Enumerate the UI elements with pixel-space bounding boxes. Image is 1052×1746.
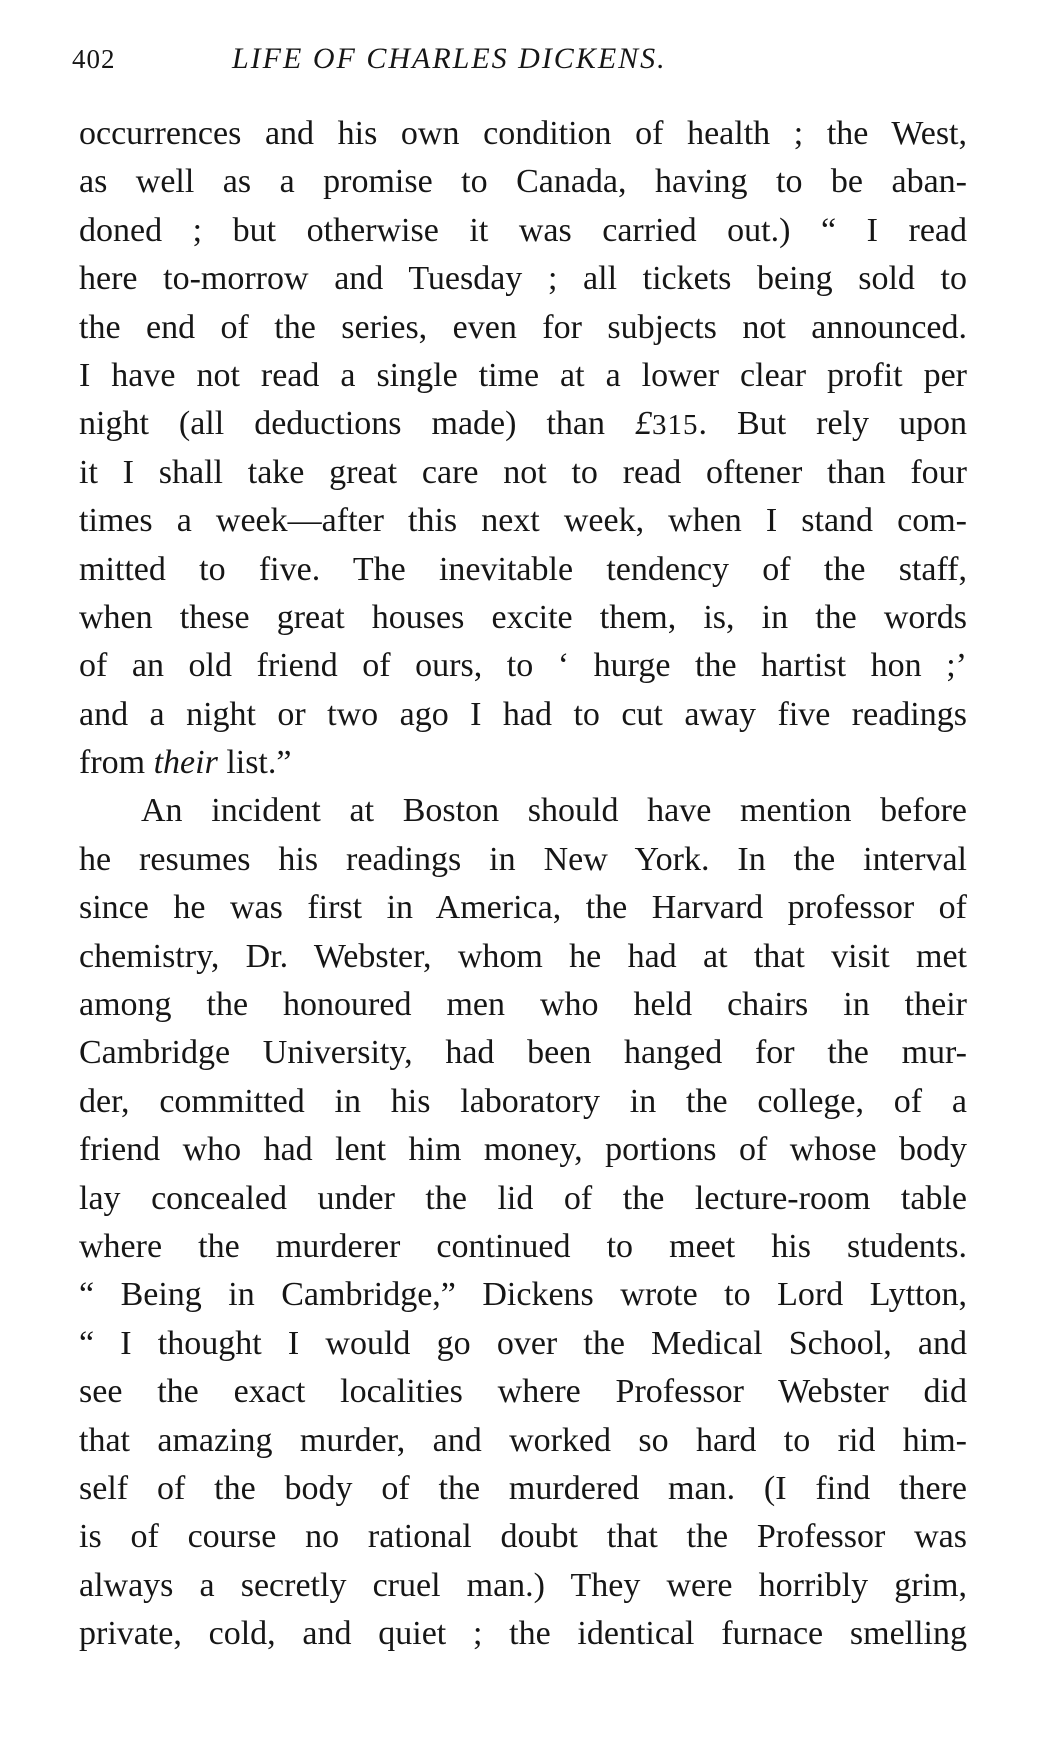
text-line: it I shall take great care not to read oftener than four [79,453,967,491]
text-line: “ I thought I would go over the Medical School, and [79,1324,967,1362]
text-line: doned ; but otherwise it was carried out.) “ I read [79,211,967,249]
text-line: among the honoured men who held chairs in their [79,986,967,1024]
text-line: when these great houses excite them, is, in the words [79,598,967,636]
text-line: mitted to five. The inevitable tendency of the staff, [79,550,967,588]
text-fragment: from [79,744,154,782]
text-line: An incident at Boston should have mention before [141,792,967,830]
text-line [79,739,967,787]
text-fragment: . But rely upon [698,405,968,443]
text-line: times a week—after this next week, when I stand com- [79,502,967,540]
text-line: always a secretly cruel man.) They were horribly grim, [79,1566,967,1604]
text-line: he resumes his readings in New York. In the interval [79,840,967,878]
text-line: occurrences and his own condition of health ; the West, [79,115,967,152]
text-line: I have not read a single time at a lower clear profit per [79,356,967,394]
running-title: LIFE OF CHARLES DICKENS. [232,42,667,75]
paragraph-2 [79,787,967,1658]
text-line [79,400,967,448]
text-fragment: night (all deductions made) than [79,405,636,443]
text-line: see the exact localities where Professor Webster did [79,1373,967,1411]
text-fragment: list.” [217,744,292,782]
text-line: lay concealed under the lid of the lecture-room table [79,1179,967,1217]
text-line: that amazing murder, and worked so hard to rid him- [79,1421,967,1459]
running-head [72,44,952,84]
body-text [79,110,967,1659]
text-line: Cambridge University, had been hanged for the mur- [79,1034,967,1072]
page-number: 402 [72,44,116,74]
text-line: where the murderer continued to meet his students. [79,1227,967,1265]
text-line: chemistry, Dr. Webster, whom he had at that visit met [79,937,967,975]
text-line: of an old friend of ours, to ‘ hurge the hartist hon ;’ [79,647,967,685]
amount: 315 [652,409,699,442]
text-line: private, cold, and quiet ; the identical furnace smelling [79,1615,967,1653]
text-line: here to-morrow and Tuesday ; all tickets being sold to [79,260,967,298]
text-line: as well as a promise to Canada, having to be aban- [79,163,967,201]
text-line: the end of the series, even for subjects not announced. [79,308,967,346]
text-line: der, committed in his laboratory in the college, of a [79,1082,967,1120]
text-line: friend who had lent him money, portions of whose body [79,1131,967,1169]
pound-sign: £ [635,405,653,443]
text-line: self of the body of the murdered man. (I find there [79,1469,967,1507]
paragraph-1 [79,110,967,787]
text-line: since he was first in America, the Harvard professor of [79,889,967,927]
text-line: is of course no rational doubt that the Professor was [79,1518,967,1556]
text-line: and a night or two ago I had to cut away five readings [79,695,967,733]
emphasis: their [153,744,218,782]
text-line: “ Being in Cambridge,” Dickens wrote to Lord Lytton, [79,1276,967,1314]
